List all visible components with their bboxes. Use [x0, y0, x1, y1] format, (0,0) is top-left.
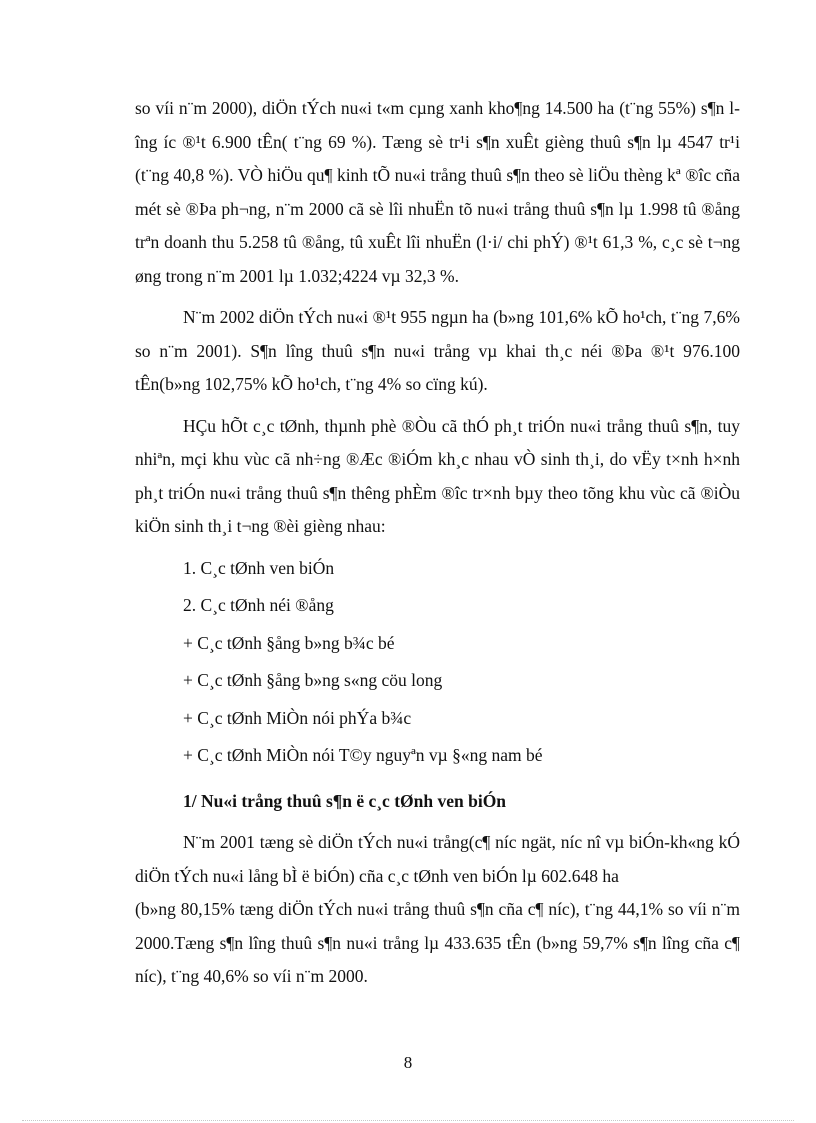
page-number: 8: [403, 1053, 413, 1072]
paragraph-2001-area: N¨m 2001 tæng sè diÖn tÝch nu«i trång(c¶ níc ngät, níc nî vµ biÓn-kh«ng kÓ diÖn tÝch nu«i lång bÌ ë biÓn) cña c¸c tØnh ven biÓn lµ 602.648 ha: [135, 832, 740, 886]
list-item: 2. C¸c tØnh néi ®ång: [183, 595, 334, 615]
list-item: + C¸c tØnh §ång b»ng s«ng cöu long: [183, 670, 443, 690]
paragraph-regions-intro: HÇu hÕt c¸c tØnh, thµnh phè ®Òu cã thÓ ph¸t triÓn nu«i trång thuû s¶n, tuy nhiªn, mçi khu vùc cã nh÷ng ®Æc ®iÓm kh¸c nhau vÒ sinh th¸i, do vËy t×nh h×nh ph¸t triÓn nu«i trång thuû s¶n thêng phÈm ®îc tr×nh bµy theo tõng khu vùc cã ®iÒu kiÖn sinh th¸i t¬ng ®èi gièng nhau:: [135, 415, 740, 536]
paragraph-2001-output: (b»ng 80,15% tæng diÖn tÝch nu«i trång thuû s¶n cña c¶ níc), t¨ng 44,1% so víi n¨m 2000.Tæng s¶n lîng thuû s¶n nu«i trång lµ 433.635 tÊn (b»ng 59,7% s¶n lîng cña c¶ níc), t¨ng 40,6% so víi n¨m 2000.: [135, 899, 740, 986]
body-text: [135, 92, 740, 994]
list-item: 1. C¸c tØnh ven biÓn: [183, 557, 335, 578]
list-item: + C¸c tØnh MiÒn nói phÝa b¾c: [183, 707, 412, 728]
footer-divider: [22, 1120, 794, 1121]
paragraph-2002-statistics: N¨m 2002 diÖn tÝch nu«i ®¹t 955 ngµn ha (b»ng 101,6% kÕ ho¹ch, t¨ng 7,6% so n¨m 2001). S¶n lîng thuû s¶n nu«i trång vµ khai th¸c néi ®Þa ®¹t 976.100 tÊn(b»ng 102,75% kÕ ho¹ch, t¨ng 4% so cïng kú).: [135, 307, 740, 394]
paragraph-continuation: so víi n¨m 2000), diÖn tÝch nu«i t«m cµng xanh kho¶ng 14.500 ha (t¨ng 55%) s¶n lîng íc ®¹t 6.900 tÊn( t¨ng 69 %). Tæng sè tr¹i s¶n xuÊt gièng thuû s¶n lµ 4547 tr¹i (t¨ng 40,8 %). VÒ hiÖu qu¶ kinh tÕ nu«i trång thuû s¶n theo sè liÖu thèng kª ®îc cña mét sè ®Þa ph¬ng, n¨m 2000 cã sè lîi nhuËn tõ nu«i trång thuû s¶n lµ 1.998 tû ®ång trªn doanh thu 5.258 tû ®ång, tû xuÊt lîi nhuËn (l·i/ chi phÝ) ®¹t 61,3 %, c¸c sè t¬ng øng trong n¨m 2001 lµ 1.032;4224 vµ 32,3 %.: [135, 98, 740, 286]
list-item: + C¸c tØnh §ång b»ng b¾c bé: [183, 632, 395, 653]
section-heading: 1/ Nu«i trång thuû s¶n ë c¸c tØnh ven biÓn: [183, 790, 507, 811]
list-item: + C¸c tØnh MiÒn nói T©y nguyªn vµ §«ng nam bé: [183, 745, 543, 765]
